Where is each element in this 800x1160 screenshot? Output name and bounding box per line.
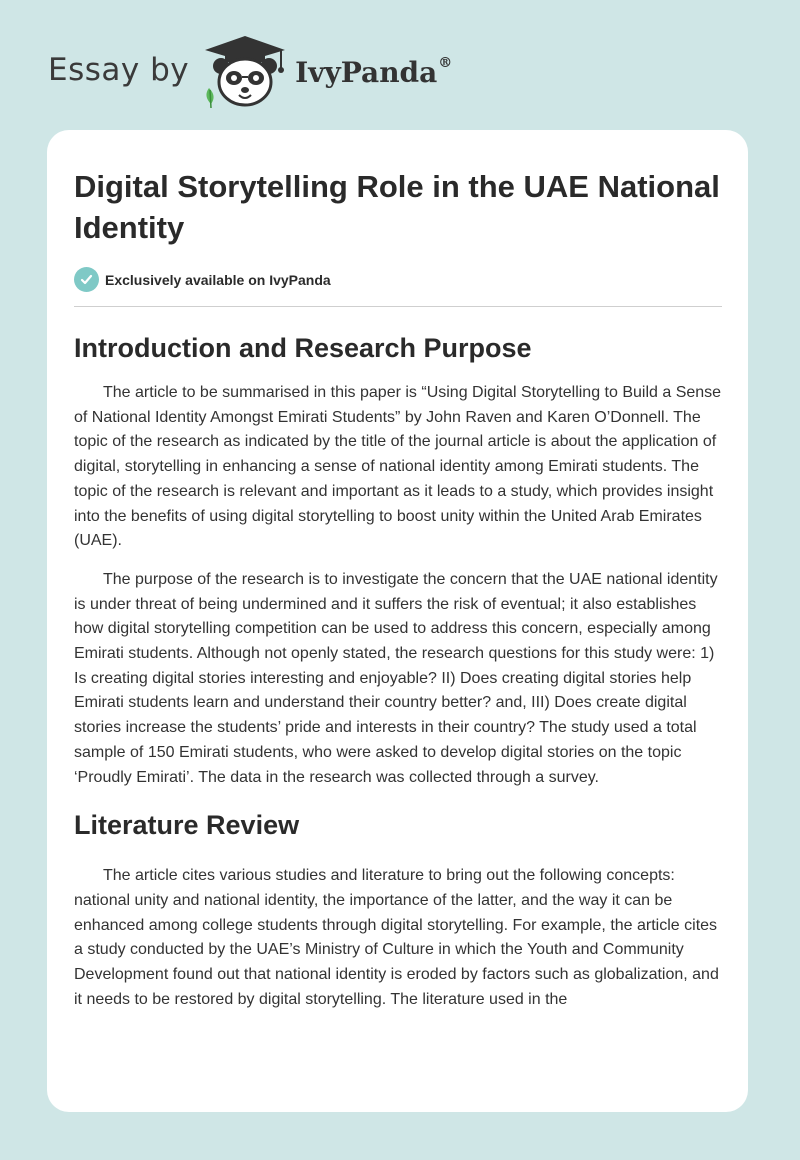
registered-mark: ® [438,55,453,72]
panda-graduate-logo-icon[interactable] [201,30,289,110]
article-card [47,130,748,1112]
exclusive-badge [74,267,722,307]
section-heading-introduction: Introduction and Research Purpose [74,333,532,363]
section-heading-literature-review: Literature Review [74,810,300,841]
paragraph: The article to be summarised in this paper is “Using Digital Storytelling to Build a Sense of National Identity Amongst Emirati Students” by John Raven and Karen O’Donnell. The topic of the research as indicated by the title of the journal article is about the application of digital, storytelling in enhancing a sense of national identity among Emirati students. The topic of the research is relevant and important as it leads to a study, which provides insight into the benefits of using digital storytelling to boost unity within the United Arab Emirates (UAE). [74,384,722,550]
checkmark-icon [74,267,99,292]
paragraph: The purpose of the research is to investigate the concern that the UAE national identity is under threat of being undermined and it suffers the risk of eventual; it also establishes how digital storytelling competition can be used to address this concern, especially among Emirati students. Although not openly stated, the research questions for this study were: 1) Is creating digital stories interesting and enjoyable? II) Does creating digital stories help Emirati students learn and understand their country better? and, III) Does create digital stories increase the students’ pride and interests in their country? The study used a total sample of 150 Emirati students, who were asked to develop digital stories on the topic ‘Proudly Emirati’. The data in the research was collected through a survey. [74,570,718,786]
essay-by-label: Essay by [48,52,190,88]
page-title: Digital Storytelling Role in the UAE National Identity [74,169,720,245]
exclusive-badge-text: Exclusively available on IvyPanda [105,271,331,288]
brand-name[interactable] [295,56,452,89]
paragraph: The article cites various studies and literature to bring out the following concepts: national unity and national identity, the importance of the latter, and the way it can be enhanced among college students through digital storytelling. For example, the article cites a study conducted by the UAE’s Ministry of Culture in which the Youth and Community Development found out that national identity is eroded by factors such as globalization, and it needs to be restored by digital storytelling. The literature used in the [74,867,719,1008]
brand-label: IvyPanda [295,55,438,89]
site-header [48,30,452,110]
